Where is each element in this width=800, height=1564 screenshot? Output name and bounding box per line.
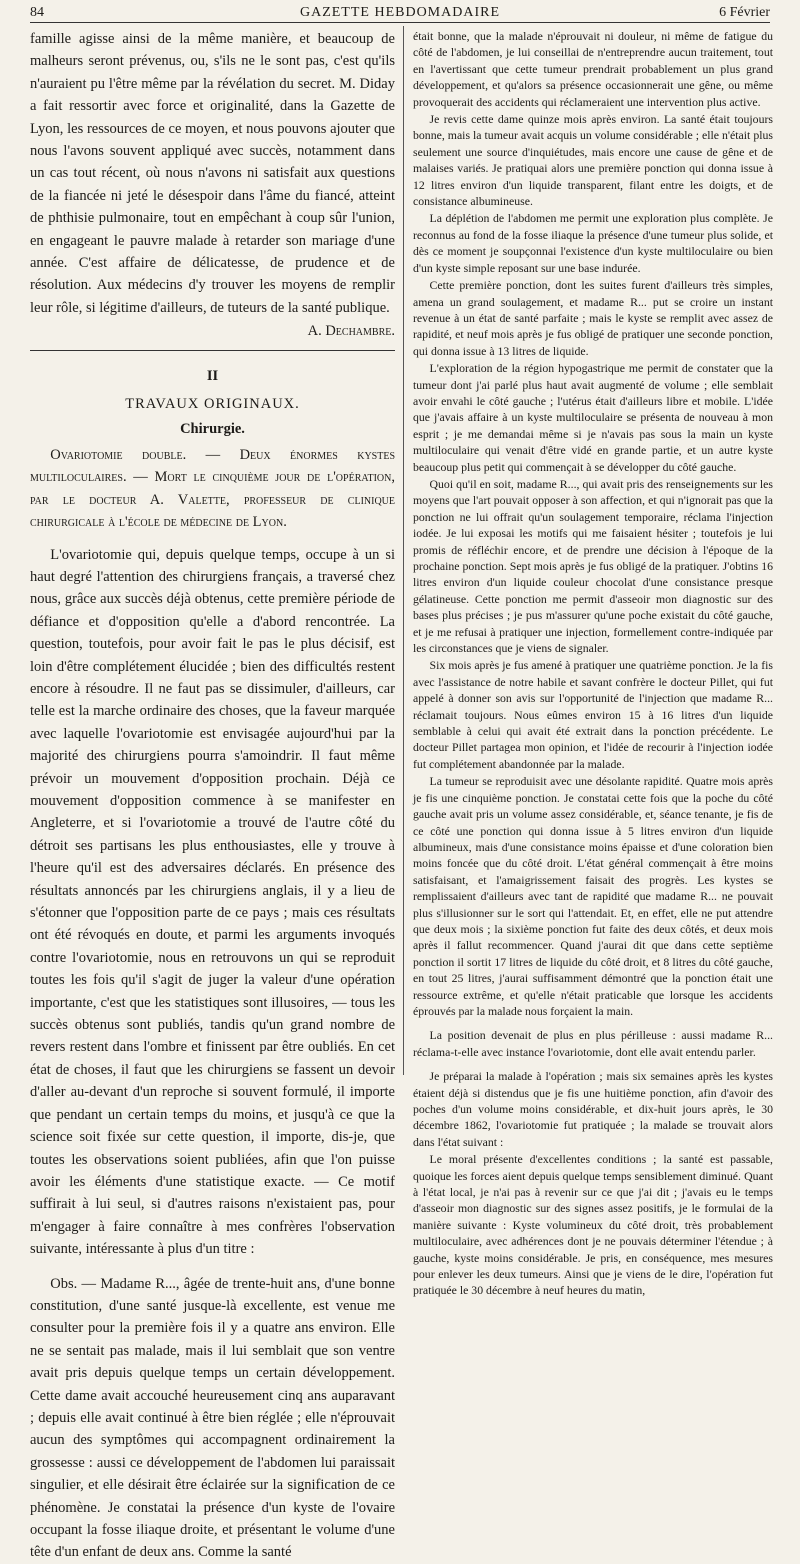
paragraph: Je préparai la malade à l'opération ; mais six semaines après les kystes étaient déjà si distendus que je fis une huitième ponction, afin d'avoir des poches d'un volume moins considérable, et dix-huit jours après, le 30 décembre 1862, l'ovariotomie fut pratiquée ; la malade se trouvait alors dans l'état suivant : [413,1069,773,1149]
header-rule [30,22,770,23]
page-number: 84 [30,5,44,20]
paragraph: était bonne, que la malade n'éprouvait ni douleur, ni même de fatigue du côté de l'abdomen, je lui conseillai de n'entreprendre aucun traitement, tout en l'avertissant que cette tumeur prendrait probablement un plus grand développement, et qu'alors sa présence occasionnerait une gêne, ou même provoquerait des accidents qui réclameraient une intervention plus active. [413,29,773,109]
paragraph: Le moral présente d'excellentes conditions ; la santé est passable, quoique les forces aient depuis quelque temps sensiblement diminué. Quant à l'état local, je n'ai pas à revenir sur ce que j'ai dit ; j'avais eu le temps d'asseoir mon diagnostic sur des signes assez positifs, je le formulai de la manière suivante : Kyste volumineux du côté droit, très probablement multiloculaire, avec adhérences dont je ne pouvais déterminer l'étendue ; à gauche, kyste moins considérable. Je pris, en conséquence, mes mesures pour enlever les deux tumeurs. Ainsi que je viens de le dire, l'opération fut pratiquée le 30 décembre à neuf heures du matin, [413,1152,773,1298]
paragraph: La tumeur se reproduisit avec une désolante rapidité. Quatre mois après je fis une cinquième ponction. Je constatai cette fois que la poche du côté gauche avait pris un volume assez considérable, et, séance tenante, je fis de ce côté une ponction qui donna issue à 5 litres environ d'un liquide albumineux, mais d'une consistance moins épaisse et d'une coloration bien moins foncée que du côté droit. L'état général commençait à être moins satisfaisant, et l'amaigrissement faisait des progrès. Les kystes se remplissaient d'ailleurs avec tant de rapidité que madame R... ne pouvait plus s'illusionner sur le sort qui l'attendait. Et, en effet, elle ne put attendre que deux mois ; la sixième ponction fut faite des deux côtés, et deux mois après il fallut recommencer. Quand j'aurai dit que dans cette septième ponction il sortit 17 litres de liquide du côté droit, et 8 litres du côté gauche, en tout 25 litres, j'aurai suffisamment démontré que la ponction était une ressource extrême, et qu'elle n'était praticable que lorsque les accidents éprouvés par la malade nous forçaient la main. [413,774,773,1018]
paragraph: Quoi qu'il en soit, madame R..., qui avait pris des renseignements sur les moyens que l'art pouvait opposer à son affection, et qui n'ignorait pas que la ponction ne lui offrait qu'un soulagement temporaire, réclama l'injection iodée. Je lui exposai les motifs qui me faisaient hésiter ; toutefois je lui promis de réfléchir encore, et de prendre une décision à l'époque de la prochaine ponction. Sept mois après je fus obligé de la pratiquer. J'obtins 16 litres environ d'un liquide couleur chocolat d'une consistance presque gélatineuse. Cette ponction me permit d'asseoir mon diagnostic sur des bases plus précises ; je pus m'assurer qu'une poche existait du côté gauche, et je me refusai à pratiquer une injection, formellement contre-indiquée par les circonstances que je viens de signaler. [413,476,773,656]
paragraph: Cette première ponction, dont les suites furent d'ailleurs très simples, amena un grand soulagement, et madame R... put se croire un instant revenue à un état de santé parfaite ; mais le kyste se remplit avec assez de rapidité, et neuf mois après je fus obligé de pratiquer une seconde ponction, qui donna issue à 13 litres de liquide. [413,278,773,358]
article-heading: Ovariotomie double. — Deux énormes kystes multiloculaires. — Mort le cinquième jour de l'opération, par le docteur A. Valette, professeur de clinique chirurgicale à l'école de médecine de Lyon. [30,446,395,531]
left-column [30,28,395,1564]
observation-paragraph: Obs. — Madame R..., âgée de trente-huit ans, d'une bonne constitution, d'une santé jusque-là excellente, est venue me consulter pour la première fois il y a quatre ans environ. Elle ne se sentait pas malade, mais il lui semblait que son ventre avait pris depuis quelque temps un certain développement. Cette dame avait accouché heureusement cinq ans auparavant ; depuis elle avait continué à être bien réglée ; elle n'éprouvait aucun des symptômes qui accompagnent ordinairement la grossesse : aussi ce développement de l'abdomen lui paraissait singulier, et elle désirait être éclairée sur la signification de ce phénomène. Je constatai la présence d'un kyste de l'ovaire occupant la fosse iliaque droite, et présentant le volume d'une tête d'un enfant de deux ans. Comme la santé [30,1275,395,1561]
subsection-title: Chirurgie. [180,420,245,437]
author-signature: A. Dechambre. [307,323,395,340]
right-column [413,28,773,1299]
section-numeral: II [206,367,219,384]
paragraph: Je revis cette dame quinze mois après environ. La santé était toujours bonne, mais la tumeur avait acquis un volume considérable ; elle n'était plus seulement une source d'inquiétudes, mais encore une cause de gêne et de malaises variés. Je pratiquai alors une première ponction qui donna issue à 12 litres environ d'un liquide transparent, filant entre les doigts, et de consistance albumineuse. [413,112,773,209]
paragraph: La position devenait de plus en plus périlleuse : aussi madame R... réclama-t-elle avec instance l'ovariotomie, dont elle avait entendu parler. [413,1028,773,1059]
journal-title: GAZETTE HEBDOMADAIRE [299,5,501,20]
running-header [30,2,770,24]
column-divider [403,26,404,1075]
section-separator [30,350,395,351]
issue-date: 6 Février [719,5,770,20]
paragraph: La déplétion de l'abdomen me permit une exploration plus complète. Je reconnus au fond de la fosse iliaque la présence d'une tumeur plus solide, et dès ce moment je soupçonnai l'existence d'un kyste multiloculaire ou bien d'un kyste simple reposant sur une base indurée. [413,211,773,275]
paragraph: Six mois après je fus amené à pratiquer une quatrième ponction. Je la fis avec l'assistance de notre habile et savant confrère le docteur Pillet, qui fut appelé à donner son avis sur l'opportunité de l'injection que madame R... réclamait toujours. Nous eûmes environ 15 à 16 litres d'un liquide semblable à celui qui avait été extrait dans la ponction précédente. Le docteur Pillet partagea mon opinion, et l'idée de recourir à l'injection iodée fut complétement abandonnée par la malade. [413,658,773,771]
paragraph: L'exploration de la région hypogastrique me permit de constater que la tumeur dont j'ai parlé plus haut avait augmenté de volume ; elle semblait avoir envahi le côté gauche ; l'utérus était d'ailleurs libre et mobile. L'idée que j'avais affaire à un kyste multiloculaire se présenta de nouveau à mon esprit ; je me demandai même si je n'avais pas sous la main un kyste multiloculaire qui venait d'être vidé en grande partie, et un autre kyste beaucoup plus petit qui commençait à se développer du côté gauche. [413,361,773,474]
section-title: TRAVAUX ORIGINAUX. [125,396,300,413]
continuation-paragraph: famille agisse ainsi de la même manière, et beaucoup de malheurs seront prévenus, ou, s'ils ne le sont pas, c'est qu'ils n'auraient pu l'être même par la révélation du secret. M. Diday a fait ressortir avec force et originalité, dans la Gazette de Lyon, les ressources de ce moyen, et nous pouvons ajouter que nous l'avons souvent appliqué avec succès, notamment dans un cas tout récent, où nous n'avons ni satisfait aux questions de la fiancée ni jeté le désespoir dans l'âme du fiancé, atteint de phthisie pulmonaire, tout en empêchant à coup sûr l'union, en engageant le pauvre malade à retarder son mariage d'une année. C'est affaire de délicatesse, de prudence et de résolution. Aux médecins d'y trouver les moyens de remplir leur rôle, si légitime d'ailleurs, de tuteurs de la santé publique. [30,31,395,316]
intro-paragraph: L'ovariotomie qui, depuis quelque temps, occupe à un si haut degré l'attention des chirurgiens français, a traversé chez nous, grâce aux succès déjà obtenus, cette première période de défiance et d'opposition qu'elle a d'abord rencontrée. La question, toutefois, pour avoir fait le pas le plus décisif, est loin d'être complétement élucidée ; bien des difficultés restent encore à résoudre. Il ne faut pas se dissimuler, d'ailleurs, car telle est la marche ordinaire des choses, que la faveur marquée avec laquelle l'ovariotomie est envisagée aujourd'hui par la majorité des chirurgiens pourra s'amoindrir. Il faut même prévoir un mouvement d'opposition prochain. Déjà ce mouvement d'opposition commence à se manifester en Angleterre, et si l'ovariotomie a trouvé de l'autre côté du détroit ses partisans les plus enthousiastes, elle y trouve à l'heure qu'il est des adversaires déclarés. En présence des résultats annoncés par les chirurgiens anglais, il y a lieu de s'étonner que l'opposition parte de ce pays ; mais ces résultats ont été révoqués en doute, et parmi les arguments invoqués contre l'ovariotomie, nous en retrouvons un qui se reproduit toutes les fois qu'il s'agit de juger la valeur d'une opération importante, c'est que les statistiques sont illusoires, — tous les succès obtenus sont publiés, tandis qu'un grand nombre de revers restent dans l'ombre et finissent par être oubliés. En cet état de choses, il faut que les chirurgiens se fassent un devoir d'aller au-devant d'un reproche si souvent formulé, il importe que pendant un certain temps du moins, et jusqu'à ce que la science soit fixée sur cette question, il importe, dis-je, que toutes les observations soient publiées, afin que l'on puisse avoir les éléments d'une statistique exacte. — Ce motif suffirait à lui seul, si d'autres raisons n'existaient pas, pour m'engager à faire connaître à mes confrères l'observation suivante, intéressante à plus d'un titre : [30,546,395,1258]
